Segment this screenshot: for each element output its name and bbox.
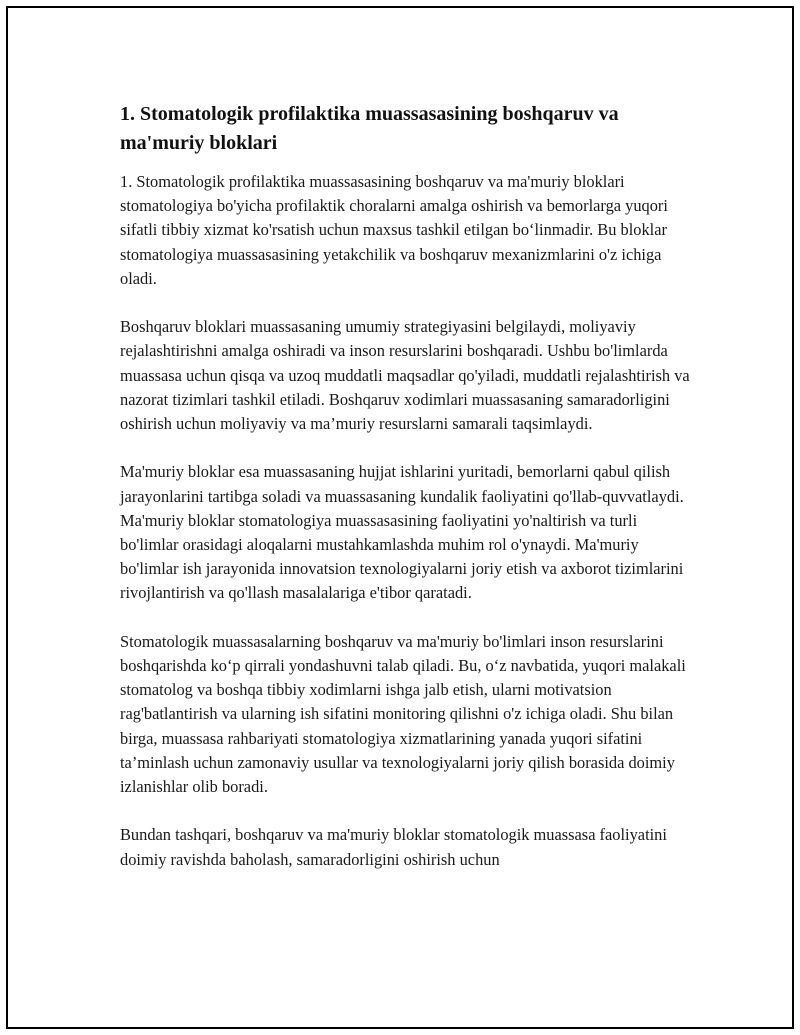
spacer — [120, 799, 696, 823]
page-title: 1. Stomatologik profilaktika muassasasining boshqaruv va ma'muriy bloklari — [120, 103, 619, 154]
spacer — [120, 606, 696, 630]
paragraph-intro: 1. Stomatologik profilaktika muassasasining boshqaruv va ma'muriy bloklari stomatologiya bo'yicha profilaktik choralarni amalga oshirish va bemorlarga yuqori sifatli tibbiy xizmat ko'rsatish uchun maxsus tashkil etilgan bo‘linmadir. Bu bloklar stomatologiya muassasasining yetakchilik va boshqaruv mexanizmlarini o'z ichiga oladi. — [120, 172, 668, 288]
spacer — [120, 291, 696, 315]
paragraph-human-resources: Stomatologik muassasalarning boshqaruv va ma'muriy bo'limlari inson resurslarini boshqarishda ko‘p qirrali yondashuvni talab qiladi. Bu, o‘z navbatida, yuqori malakali stomatolog va boshqa tibbiy xodimlarni ishga jalb etish, ularni motivatsion rag'batlantirish va ularning ish sifatini monitoring qilishni o'z ichiga oladi. Shu bilan birga, muassasa rahbariyati stomatologiya xizmatlarining yanada yuqori sifatini ta’minlash uchun zamonaviy usullar va texnologiyalarni joriy qilish borasida doimiy izlanishlar olib boradi. — [120, 631, 686, 797]
paragraph-administrative: Ma'muriy bloklar esa muassasaning hujjat ishlarini yuritadi, bemorlarni qabul qilish jarayonlarini tartibga soladi va muassasaning kundalik faoliyatini qo'llab-quvvatlaydi. Ma'muriy bloklar stomatologiya muassasasining faoliyatini yo'naltirish va turli bo'limlar orasidagi aloqalarni mustahkamlashda muhim rol o'ynaydi. Ma'muriy bo'limlar ish jarayonida innovatsion texnologiyalarni joriy etish va axborot tizimlarini rivojlantirish va qo'llash masalalariga e'tibor qaratadi. — [120, 462, 684, 603]
spacer — [120, 436, 696, 460]
paragraph-evaluation: Bundan tashqari, boshqaruv va ma'muriy bloklar stomatologik muassasa faoliyatini doimiy ravishda baholash, samaradorligini oshirish uchun — [120, 825, 667, 869]
spacer — [120, 158, 696, 170]
page-frame — [6, 6, 794, 1029]
paragraph-management: Boshqaruv bloklari muassasaning umumiy strategiyasini belgilaydi, moliyaviy rejalashtirishni amalga oshiradi va inson resurslarini boshqaradi. Ushbu bo'limlarda muassasa uchun qisqa va uzoq muddatli maqsadlar qo'yiladi, muddatli rejalashtirish va nazorat tizimlari tashkil etiladi. Boshqaruv xodimlari muassasaning samaradorligini oshirish uchun moliyaviy va ma’muriy resurslarni samarali taqsimlaydi. — [120, 317, 690, 434]
document-body — [120, 100, 696, 872]
